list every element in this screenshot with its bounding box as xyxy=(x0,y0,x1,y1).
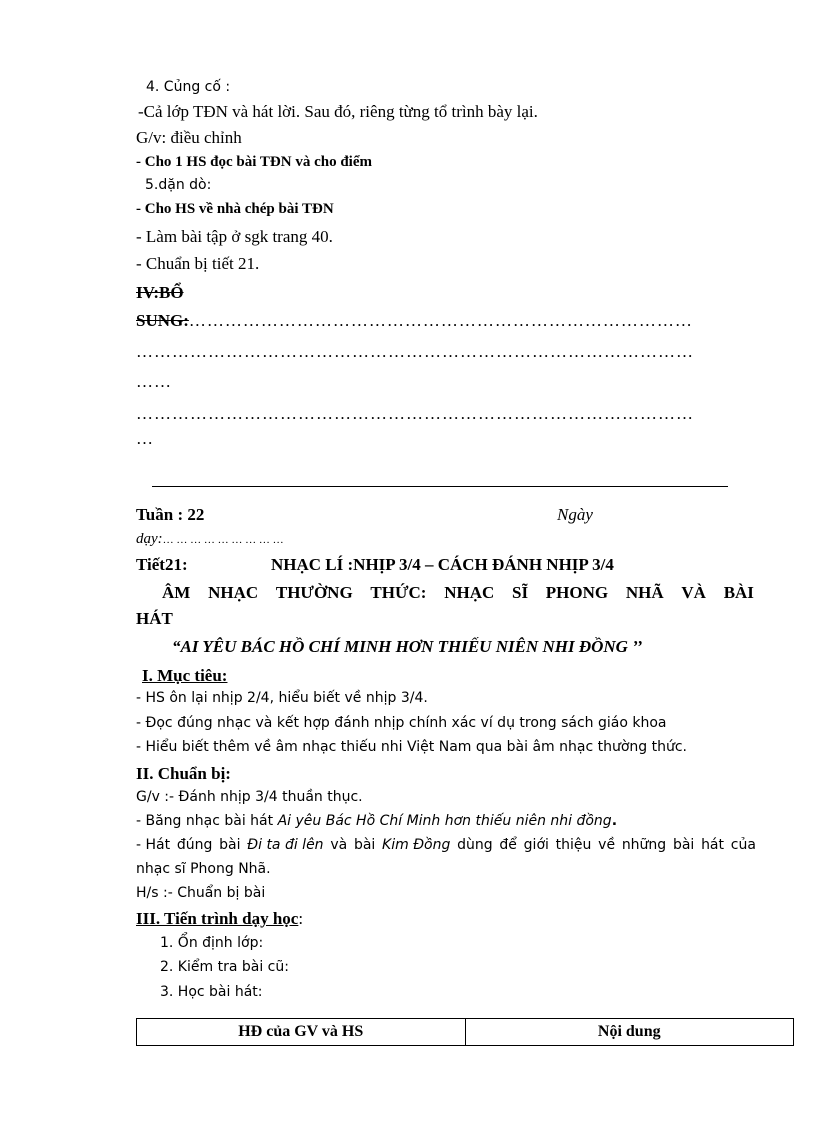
preparation-line-2-prefix: - Băng nhạc bài hát xyxy=(136,813,278,829)
objective-item: - Đọc đúng nhạc và kết hợp đánh nhịp chính xác ví dụ trong sách giáo khoa xyxy=(136,715,667,731)
objective-item: - Hiểu biết thêm về âm nhạc thiếu nhi Việt Nam qua bài âm nhạc thường thức. xyxy=(136,739,687,755)
word: đúng xyxy=(176,837,213,853)
date-dots: … … … … … … … … … xyxy=(162,534,284,546)
word: về xyxy=(598,837,616,853)
process-heading xyxy=(136,909,303,929)
lesson-table xyxy=(136,1018,794,1046)
dan-do-heading: 5.dặn dò: xyxy=(145,177,212,193)
preparation-line-3 xyxy=(136,837,756,853)
process-heading-colon: : xyxy=(298,909,304,928)
lesson-title-1: NHẠC LÍ :NHỊP 3/4 – CÁCH ĐÁNH NHỊP 3/4 xyxy=(271,555,614,574)
word: bài xyxy=(219,837,241,853)
bo-sung-dots-1: ………………………………………………………………………… xyxy=(188,311,693,330)
title-word: NHẠC xyxy=(444,583,495,602)
preparation-line-1: G/v :- Đánh nhịp 3/4 thuần thục. xyxy=(136,789,363,805)
word: của xyxy=(730,837,756,853)
objectives-heading: I. Mục tiêu: xyxy=(142,666,228,685)
title-word: SĨ xyxy=(511,583,529,602)
date-label: Ngày xyxy=(557,505,593,524)
dan-do-line-2: - Làm bài tập ở sgk trang 40. xyxy=(136,227,333,246)
title-word: VÀ xyxy=(681,583,706,602)
preparation-line-2-suffix: . xyxy=(611,813,618,829)
lesson-number: Tiết21: xyxy=(136,555,188,574)
lesson-title-3: HÁT xyxy=(136,609,173,628)
process-heading-text: III. Tiến trình dạy học xyxy=(136,909,299,928)
word: và xyxy=(330,837,348,853)
title-word: PHONG xyxy=(545,583,609,602)
bo-sung-label-2: SUNG: xyxy=(136,311,189,330)
song-title: “AI YÊU BÁC HỒ CHÍ MINH HƠN THIẾU NIÊN NHI ĐỒNG ’’ xyxy=(172,637,643,656)
date-label-2: dạy: xyxy=(136,531,163,547)
word: thiệu xyxy=(555,837,592,853)
song-name: Đi ta đi lên xyxy=(247,837,324,853)
title-word: ÂM xyxy=(162,583,191,602)
bo-sung-dots-4: ………………………………………………………………………………… xyxy=(136,404,694,423)
cung-co-line-3: - Cho 1 HS đọc bài TĐN và cho điểm xyxy=(136,154,373,170)
objective-item: - HS ôn lại nhịp 2/4, hiểu biết về nhịp 3/4. xyxy=(136,690,428,706)
title-word: NHÃ xyxy=(625,583,664,602)
word: bài xyxy=(672,837,695,853)
table-header-activities: HĐ của GV và HS xyxy=(137,1019,466,1046)
section-divider xyxy=(152,486,728,487)
dan-do-line-3: - Chuẩn bị tiết 21. xyxy=(136,254,260,273)
bo-sung-dots-2: ………………………………………………………………………………… xyxy=(136,342,694,361)
preparation-line-5: H/s :- Chuẩn bị bài xyxy=(136,885,266,901)
preparation-line-2 xyxy=(136,813,617,829)
lesson-title-2 xyxy=(162,583,754,603)
song-name: Ai yêu Bác Hồ Chí Minh hơn thiếu niên nhi đồng xyxy=(277,813,612,829)
table-header-row xyxy=(137,1019,794,1046)
word: để xyxy=(499,837,517,853)
word: bài xyxy=(353,837,376,853)
cung-co-line-2: G/v: điều chỉnh xyxy=(136,128,242,147)
title-word: NHẠC xyxy=(208,583,259,602)
preparation-line-4: nhạc sĩ Phong Nhã. xyxy=(136,861,271,877)
word: - Hát xyxy=(136,837,171,853)
title-word: BÀI xyxy=(723,583,754,602)
bo-sung-dots-5: … xyxy=(136,429,154,448)
table-header-content: Nội dung xyxy=(465,1019,794,1046)
week-label: Tuần : 22 xyxy=(136,505,205,524)
bo-sung-dots-3: …… xyxy=(136,372,172,391)
date-line xyxy=(136,531,284,548)
process-step: 2. Kiểm tra bài cũ: xyxy=(160,959,289,975)
word: dùng xyxy=(457,837,493,853)
cung-co-line-1: -Cả lớp TĐN và hát lời. Sau đó, riêng từng tổ trình bày lại. xyxy=(138,102,538,121)
title-word: THƯỜNG xyxy=(275,583,353,602)
dan-do-line-1: - Cho HS về nhà chép bài TĐN xyxy=(136,201,334,217)
word: giới xyxy=(523,837,549,853)
word: những xyxy=(621,837,667,853)
song-name: Kim Đồng xyxy=(382,837,451,853)
bo-sung-label-1: IV:BỔ xyxy=(136,283,184,302)
bo-sung-line-1 xyxy=(136,311,693,331)
title-word: THỨC: xyxy=(370,583,427,602)
cung-co-heading: 4. Củng cố : xyxy=(146,79,231,95)
process-step: 1. Ổn định lớp: xyxy=(160,935,264,951)
preparation-heading: II. Chuẩn bị: xyxy=(136,764,231,783)
process-step: 3. Học bài hát: xyxy=(160,984,263,1000)
word: hát xyxy=(701,837,725,853)
